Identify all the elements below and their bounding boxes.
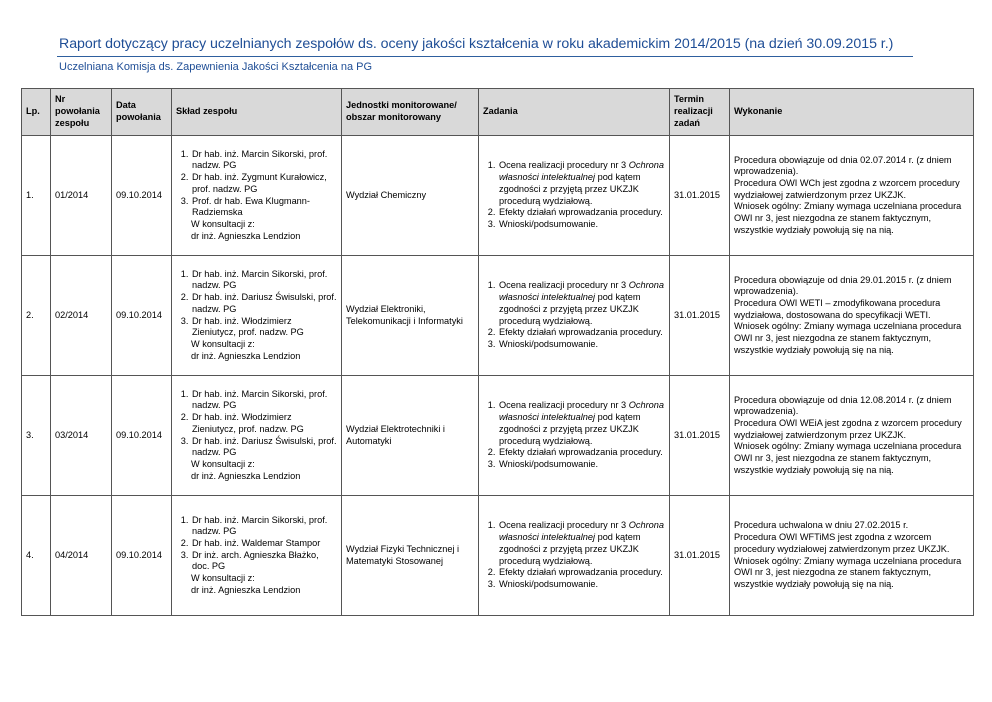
cell-wykonanie	[730, 496, 974, 616]
cell-lp: 4.	[22, 496, 51, 616]
member-item: 3. Dr hab. inż. Włodzimierz Zieniutycz, prof. nadzw. PG	[191, 316, 337, 339]
member-item: 3. Dr inż. arch. Agnieszka Błażko, doc. PG	[191, 550, 337, 573]
task-text: pod kątem zgodności z przyjętą przez UKZJK procedurą wydziałową.	[499, 532, 641, 566]
members-list	[176, 515, 337, 574]
task-item: 3. Wnioski/podsumowanie.	[498, 459, 665, 471]
cell-lp: 3.	[22, 376, 51, 496]
result-paragraph: Procedura obowiązuje od dnia 02.07.2014 r. (z dniem wprowadzenia).	[734, 154, 952, 177]
table-row	[22, 496, 974, 616]
task-item: 2. Efekty działań wprowadzania procedury.	[498, 447, 665, 459]
task-text: Ocena realizacji procedury nr 3	[499, 280, 627, 291]
cell-data: 09.10.2014	[112, 376, 172, 496]
member-item: 1. Dr hab. inż. Marcin Sikorski, prof. nadzw. PG	[191, 269, 337, 292]
member-item: 2. Dr hab. inż. Włodzimierz Zieniutycz, prof. nadzw. PG	[191, 412, 337, 435]
cell-termin: 31.01.2015	[670, 256, 730, 376]
task-text: pod kątem zgodności z przyjętą przez UKZJK procedurą wydziałową.	[499, 172, 641, 206]
member-item: 2. Dr hab. inż. Zygmunt Kurałowicz, prof. nadzw. PG	[191, 172, 337, 195]
consultation-person: dr inż. Agnieszka Lendzion	[191, 350, 301, 361]
members-list	[176, 149, 337, 219]
cell-nr: 01/2014	[51, 136, 112, 256]
cell-wykonanie	[730, 376, 974, 496]
task-item	[498, 520, 665, 567]
cell-nr: 03/2014	[51, 376, 112, 496]
task-text: pod kątem zgodności z przyjętą przez UKZJK procedurą wydziałową.	[499, 412, 641, 446]
task-text: pod kątem zgodności z przyjętą przez UKZJK procedurą wydziałową.	[499, 292, 641, 326]
result-paragraph: Procedura obowiązuje od dnia 12.08.2014 r. (z dniem wprowadzenia).	[734, 394, 952, 417]
task-text: Ocena realizacji procedury nr 3	[499, 520, 627, 531]
consultation-person: dr inż. Agnieszka Lendzion	[191, 584, 301, 595]
task-text: Ocena realizacji procedury nr 3	[499, 160, 627, 171]
member-item: 3. Prof. dr hab. Ewa Klugmann-Radziemska	[191, 196, 337, 219]
task-item: 3. Wnioski/podsumowanie.	[498, 219, 665, 231]
cell-zadania	[479, 136, 670, 256]
cell-jednostka: Wydział Elektroniki, Telekomunikacji i Informatyki	[342, 256, 479, 376]
col-header-data: Data powołania	[112, 89, 172, 136]
tasks-list	[483, 400, 665, 470]
members-list	[176, 269, 337, 339]
page-title: Raport dotyczący pracy uczelnianych zespołów ds. oceny jakości kształcenia w roku akademickim 2014/2015 (na dzień 30.09.2015 r.)	[59, 36, 894, 52]
task-procedure-name: Ochrona własności intelektualnej	[499, 400, 664, 423]
cell-wykonanie	[730, 136, 974, 256]
title-divider	[57, 56, 913, 57]
tasks-list	[483, 520, 665, 590]
col-header-lp: Lp.	[22, 89, 51, 136]
cell-jednostka: Wydział Fizyki Technicznej i Matematyki Stosowanej	[342, 496, 479, 616]
cell-sklad	[172, 376, 342, 496]
task-item: 2. Efekty działań wprowadzania procedury.	[498, 207, 665, 219]
result-paragraph: Procedura OWI WFTiMS jest zgodna z wzorcem procedury wydziałowej zatwierdzonym przez UKZJK.	[734, 532, 950, 554]
result-paragraph: Procedura OWI WCh jest zgodna z wzorcem procedury wydziałowej zatwierdzonym przez UKZJK.	[734, 177, 960, 200]
result-paragraph: Procedura OWI WEiA jest zgodna z wzorcem procedury wydziałowej zatwierdzonym przez UKZJK.	[734, 417, 962, 440]
member-item: 1. Dr hab. inż. Marcin Sikorski, prof. nadzw. PG	[191, 389, 337, 412]
col-header-sklad: Skład zespołu	[172, 89, 342, 136]
result-paragraph: Procedura uchwalona w dniu 27.02.2015 r.	[734, 520, 909, 531]
task-item	[498, 280, 665, 327]
report-table	[21, 88, 974, 616]
cell-sklad	[172, 256, 342, 376]
result-paragraph: Wniosek ogólny: Zmiany wymaga uczelniana procedura OWI nr 3, jest niezgodna ze stanem faktycznym, wszystkie wydziały powołują się na nią.	[734, 201, 962, 235]
task-item: 2. Efekty działań wprowadzania procedury.	[498, 567, 665, 579]
col-header-nr: Nr powołania zespołu	[51, 89, 112, 136]
member-item: 1. Dr hab. inż. Marcin Sikorski, prof. nadzw. PG	[191, 515, 337, 538]
cell-termin: 31.01.2015	[670, 136, 730, 256]
cell-jednostka: Wydział Chemiczny	[342, 136, 479, 256]
member-item: 2. Dr hab. inż. Dariusz Świsulski, prof. nadzw. PG	[191, 292, 337, 315]
cell-termin: 31.01.2015	[670, 376, 730, 496]
col-header-jednostki: Jednostki monitorowane/ obszar monitorowany	[342, 89, 479, 136]
task-procedure-name: Ochrona własności intelektualnej	[499, 160, 664, 183]
consultation-label: W konsultacji z:	[191, 573, 255, 584]
col-header-termin: Termin realizacji zadań	[670, 89, 730, 136]
task-item: 3. Wnioski/podsumowanie.	[498, 339, 665, 351]
members-list	[176, 389, 337, 459]
consultation-label: W konsultacji z:	[191, 338, 255, 349]
cell-sklad	[172, 496, 342, 616]
consultation-person: dr inż. Agnieszka Lendzion	[191, 230, 301, 241]
member-item: 1. Dr hab. inż. Marcin Sikorski, prof. nadzw. PG	[191, 149, 337, 172]
col-header-wykonanie: Wykonanie	[730, 89, 974, 136]
cell-data: 09.10.2014	[112, 496, 172, 616]
consultation-label: W konsultacji z:	[191, 218, 255, 229]
task-procedure-name: Ochrona własności intelektualnej	[499, 520, 664, 543]
table-row	[22, 256, 974, 376]
tasks-list	[483, 160, 665, 230]
cell-nr: 02/2014	[51, 256, 112, 376]
task-procedure-name: Ochrona własności intelektualnej	[499, 280, 664, 303]
cell-zadania	[479, 376, 670, 496]
cell-nr: 04/2014	[51, 496, 112, 616]
cell-lp: 1.	[22, 136, 51, 256]
cell-data: 09.10.2014	[112, 256, 172, 376]
task-text: Ocena realizacji procedury nr 3	[499, 400, 627, 411]
task-item	[498, 400, 665, 447]
table-header-row	[22, 89, 974, 136]
result-paragraph: Procedura OWI WETI – zmodyfikowana procedura wydziałowa, dostosowana do specyfikacji WETI.	[734, 297, 941, 320]
cell-sklad	[172, 136, 342, 256]
cell-lp: 2.	[22, 256, 51, 376]
cell-termin: 31.01.2015	[670, 496, 730, 616]
cell-data: 09.10.2014	[112, 136, 172, 256]
result-paragraph: Procedura obowiązuje od dnia 29.01.2015 r. (z dniem wprowadzenia).	[734, 274, 952, 297]
consultation-person: dr inż. Agnieszka Lendzion	[191, 470, 301, 481]
tasks-list	[483, 280, 665, 350]
page-subtitle: Uczelniana Komisja ds. Zapewnienia Jakości Kształcenia na PG	[59, 61, 373, 73]
task-item: 2. Efekty działań wprowadzania procedury.	[498, 327, 665, 339]
consultation-label: W konsultacji z:	[191, 458, 255, 469]
result-paragraph: Wniosek ogólny: Zmiany wymaga uczelniana procedura OWI nr 3, jest niezgodna ze stanem faktycznym, wszystkie wydziały powołują się na nią.	[734, 321, 962, 355]
result-paragraph: Wniosek ogólny: Zmiany wymaga uczelniana procedura OWI nr 3, jest niezgodna ze stanem faktycznym, wszystkie wydziały powołują się na nią.	[734, 555, 962, 589]
task-item	[498, 160, 665, 207]
cell-zadania	[479, 256, 670, 376]
table-row	[22, 136, 974, 256]
member-item: 3. Dr hab. inż. Dariusz Świsulski, prof. nadzw. PG	[191, 436, 337, 459]
table-row	[22, 376, 974, 496]
cell-wykonanie	[730, 256, 974, 376]
member-item: 2. Dr hab. inż. Waldemar Stampor	[191, 538, 337, 550]
col-header-zadania: Zadania	[479, 89, 670, 136]
task-item: 3. Wnioski/podsumowanie.	[498, 579, 665, 591]
result-paragraph: Wniosek ogólny: Zmiany wymaga uczelniana procedura OWI nr 3, jest niezgodna ze stanem faktycznym, wszystkie wydziały powołują się na nią.	[734, 441, 962, 475]
cell-zadania	[479, 496, 670, 616]
cell-jednostka: Wydział Elektrotechniki i Automatyki	[342, 376, 479, 496]
